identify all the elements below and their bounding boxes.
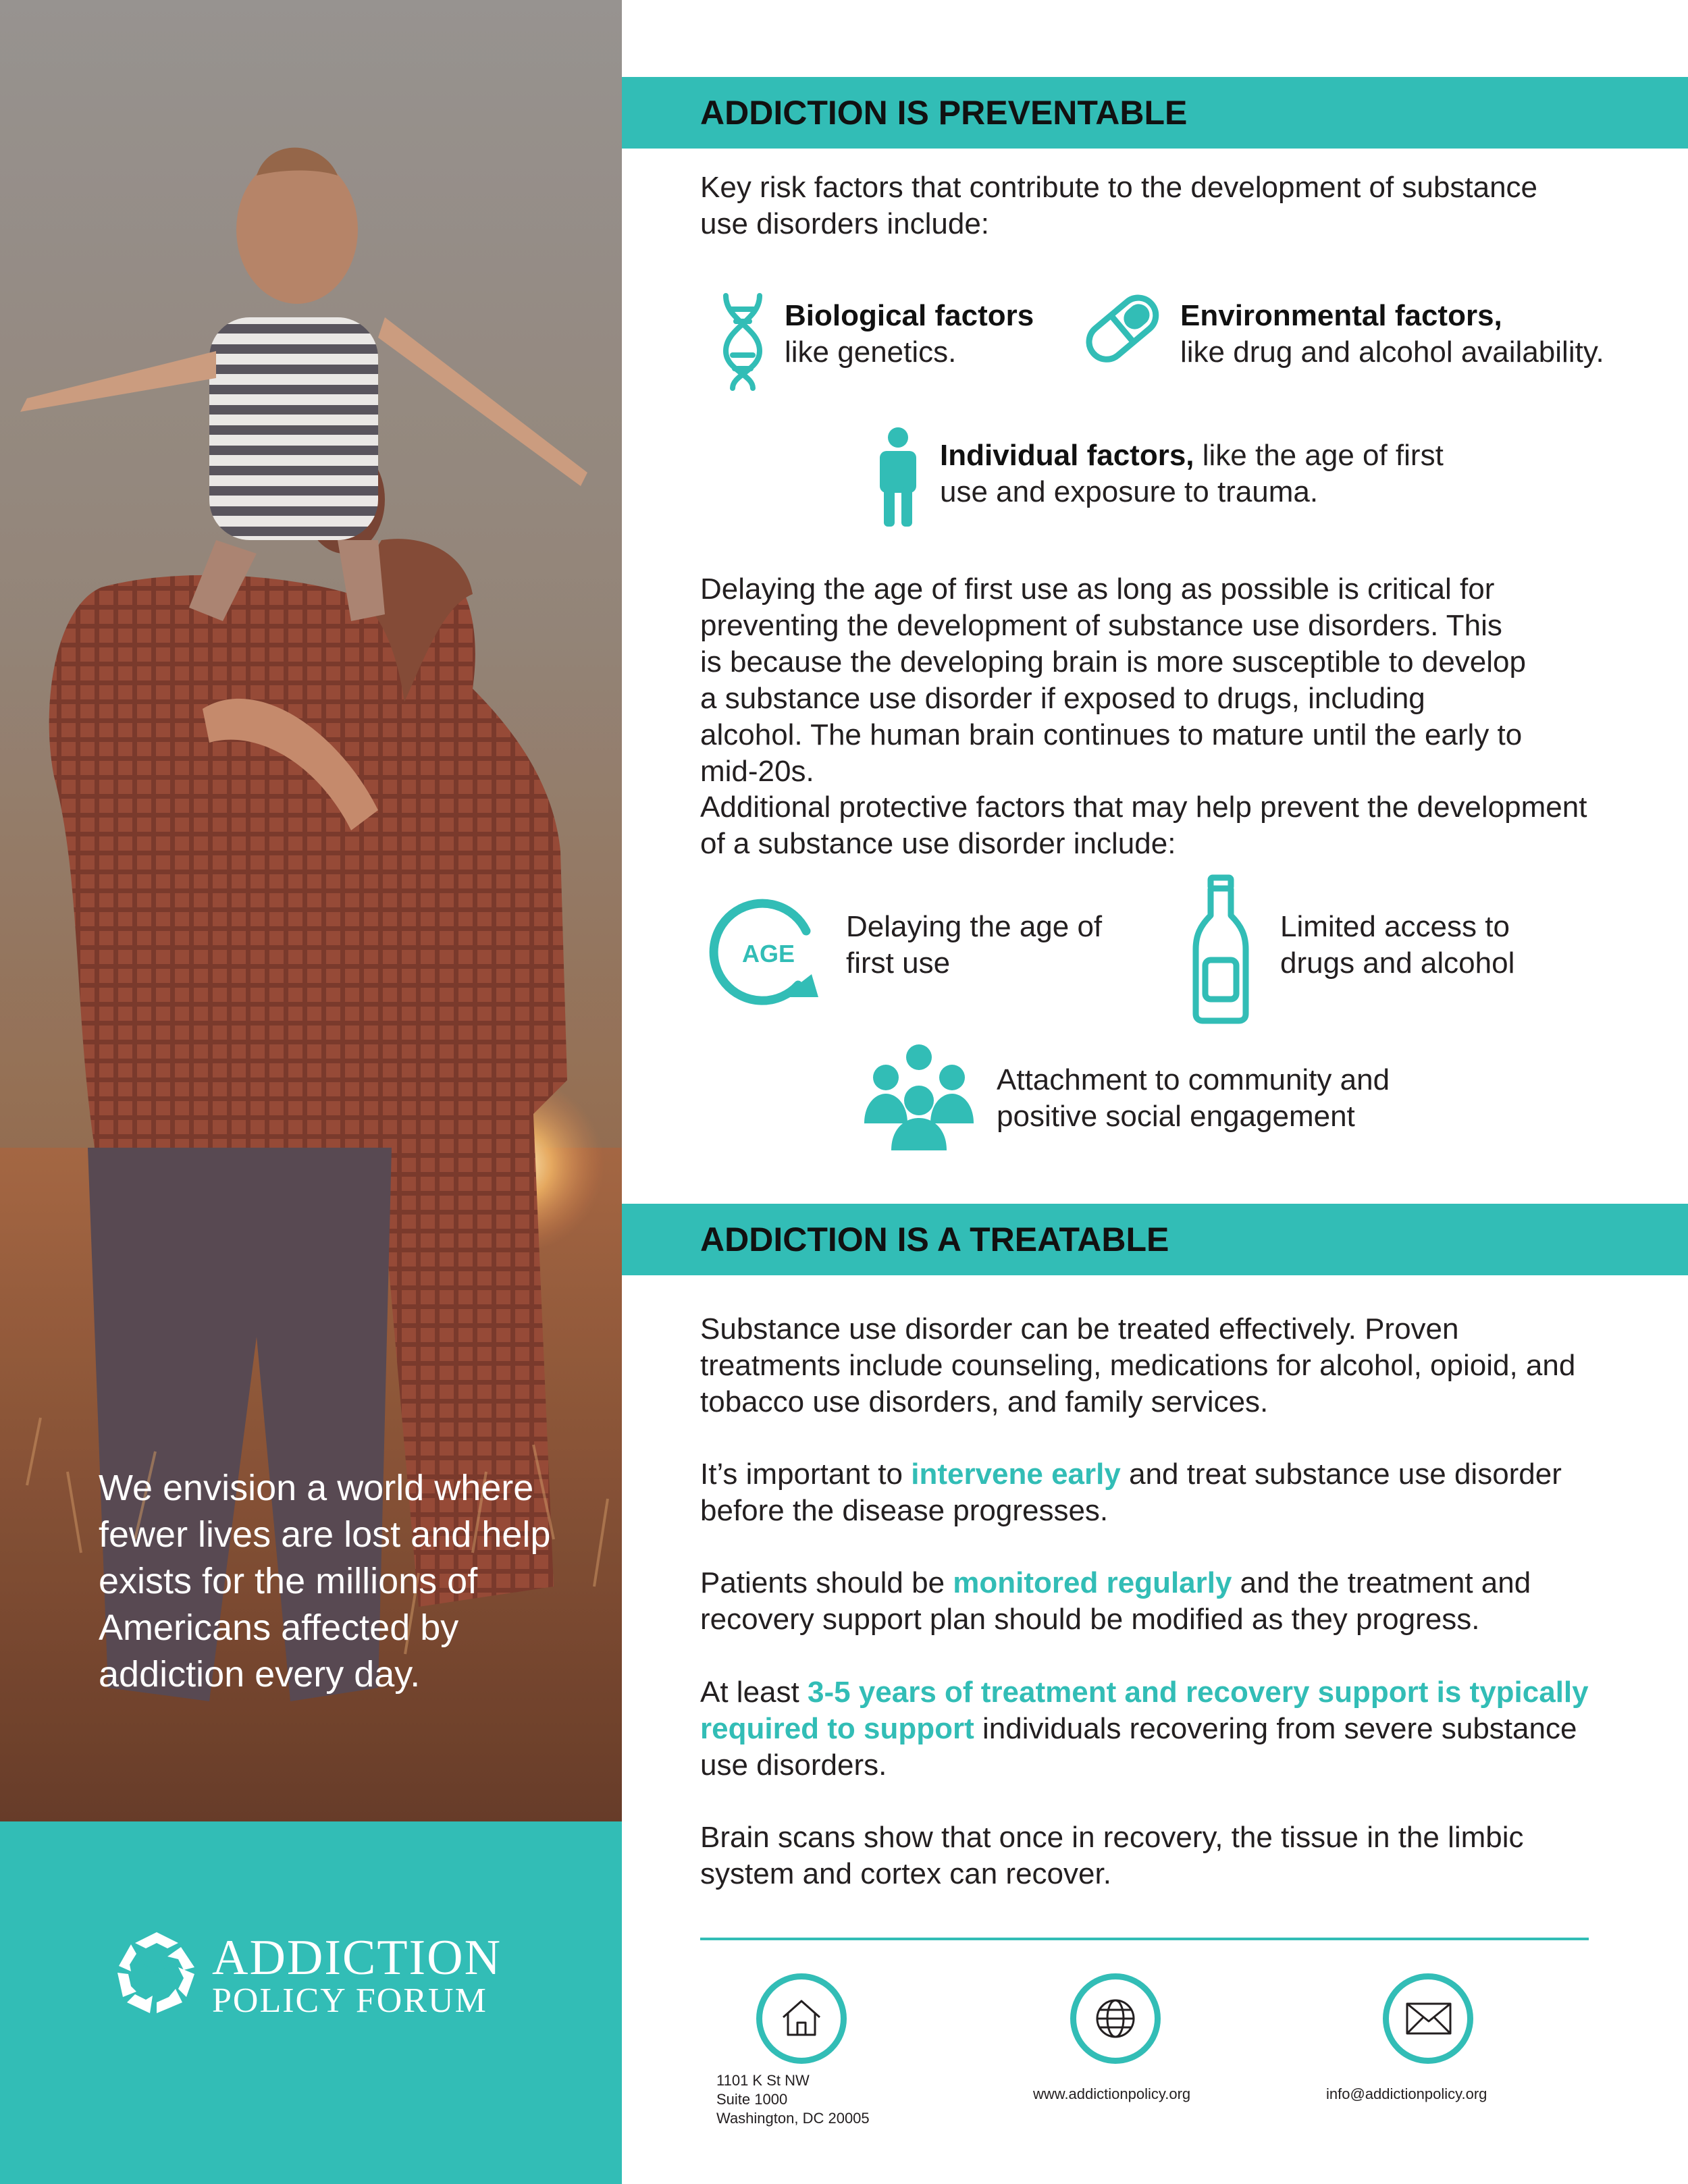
- logo-wordmark-line2: POLICY FORUM: [212, 1981, 487, 2020]
- p3-text-after: and the treatment and recovery support plan should be modified as they progress.: [700, 1566, 1531, 1636]
- treatment-duration-highlight: 3-5 years of treatment and recovery support is typically required to support: [700, 1676, 1589, 1745]
- email-circle: [1383, 1973, 1473, 2064]
- p2-text-before: It’s important to: [700, 1458, 912, 1491]
- individual-factor: [940, 437, 1453, 510]
- environmental-factor: [1180, 298, 1626, 371]
- address-block: [716, 2071, 919, 2128]
- bottle-icon: [1192, 874, 1250, 1026]
- individual-factor-title: Individual factors,: [940, 439, 1194, 472]
- individual-factor-text: like the age of first use and exposure to trauma.: [940, 439, 1444, 508]
- age-icon-label: AGE: [741, 940, 795, 967]
- protective-delay-age: Delaying the age of first use: [846, 910, 1103, 980]
- protective-limited-access: Limited access to drugs and alcohol: [1280, 910, 1515, 980]
- p4-text-before: At least: [700, 1676, 808, 1709]
- environmental-factor-title: Environmental factors,: [1180, 299, 1502, 332]
- preventable-heading: ADDICTION IS PREVENTABLE: [700, 94, 1188, 132]
- community-group-icon: [863, 1044, 975, 1150]
- p3-text-before: Patients should be: [700, 1566, 953, 1599]
- protective-community: Attachment to community and positive social engagement: [997, 1063, 1390, 1133]
- intervene-early-highlight: intervene early: [911, 1458, 1121, 1491]
- footer-divider: [700, 1938, 1589, 1940]
- logo-wordmark-line1: ADDICTION: [212, 1930, 502, 1986]
- biological-factor: [785, 298, 1041, 371]
- p4-text-after: individuals recovering from severe substance use disorders.: [700, 1712, 1577, 1782]
- address-line-2: Suite 1000: [716, 2091, 788, 2108]
- protective-factors-intro: Additional protective factors that may help prevent the development of a substance use disorder include:: [700, 791, 1587, 860]
- biological-factor-text: like genetics.: [785, 336, 957, 369]
- address-line-3: Washington, DC 20005: [716, 2110, 870, 2127]
- treatment-paragraph-4: [700, 1674, 1598, 1784]
- globe-icon: [1095, 1998, 1136, 2039]
- p2-text-after: and treat substance use disorder before the disease progresses.: [700, 1458, 1562, 1527]
- age-cycle-icon: [712, 896, 826, 1007]
- website-link[interactable]: www.addictionpolicy.org: [1033, 2085, 1191, 2102]
- treatment-paragraph-1: Substance use disorder can be treated effectively. Proven treatments include counseling, medications for alcohol, opioid, and tobacco use disorders, and family services.: [700, 1312, 1576, 1418]
- envelope-icon: [1406, 2002, 1452, 2035]
- dna-icon: [712, 290, 773, 392]
- address-circle: [756, 1973, 847, 2064]
- treatment-paragraph-2: [700, 1456, 1598, 1529]
- treatment-paragraph-3: [700, 1565, 1591, 1638]
- pill-capsule-icon: [1080, 287, 1165, 371]
- email-link[interactable]: info@addictionpolicy.org: [1326, 2085, 1487, 2102]
- left-panel: [0, 0, 622, 2184]
- delay-paragraph: Delaying the age of first use as long as possible is critical for preventing the development of substance use disorders. This is because the developing brain is more susceptible to develop a substance use disorder if exposed to drugs, including alcohol. The human brain continues to mature until the early to mid-20s.: [700, 572, 1526, 788]
- vision-statement: We envision a world where fewer lives are lost and help exists for the millions of Americans affected by addiction every day.: [99, 1468, 551, 1695]
- treatable-heading: ADDICTION IS A TREATABLE: [700, 1221, 1169, 1258]
- person-icon: [874, 427, 922, 528]
- monitored-regularly-highlight: monitored regularly: [953, 1566, 1232, 1599]
- addiction-policy-forum-logo-icon: [113, 1929, 200, 2016]
- environmental-factor-text: like drug and alcohol availability.: [1180, 336, 1604, 369]
- website-circle: [1070, 1973, 1161, 2064]
- treatment-paragraph-5: Brain scans show that once in recovery, the tissue in the limbic system and cortex can recover.: [700, 1821, 1524, 1890]
- address-line-1: 1101 K St NW: [716, 2072, 810, 2089]
- house-icon: [781, 1997, 822, 2039]
- biological-factor-title: Biological factors: [785, 299, 1034, 332]
- risk-factors-intro: Key risk factors that contribute to the development of substance use disorders include:: [700, 171, 1538, 240]
